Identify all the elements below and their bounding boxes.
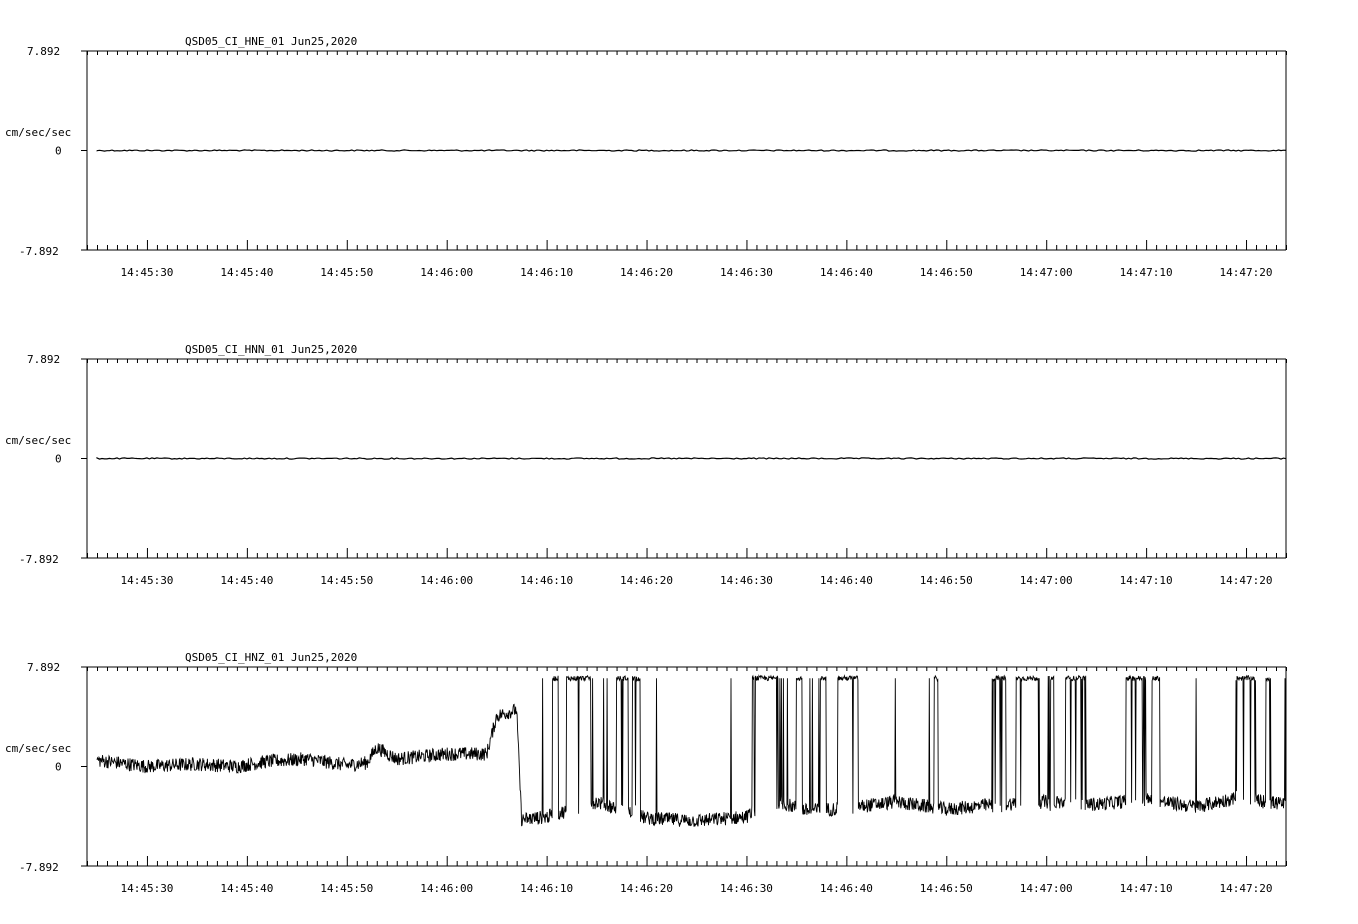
x-tick-label: 14:46:40 bbox=[819, 266, 873, 279]
x-tick-label: 14:45:40 bbox=[220, 882, 274, 895]
x-tick-label: 14:46:00 bbox=[420, 882, 474, 895]
y-tick-label: 0 bbox=[55, 144, 62, 158]
x-tick-label: 14:46:20 bbox=[620, 266, 674, 279]
x-tick-label: 14:45:30 bbox=[120, 882, 174, 895]
x-tick-label: 14:46:20 bbox=[620, 574, 674, 587]
x-tick-label: 14:47:10 bbox=[1119, 574, 1173, 587]
trace-line bbox=[97, 676, 1286, 827]
x-tick-label: 14:45:30 bbox=[120, 574, 174, 587]
trace-line bbox=[97, 458, 1286, 459]
x-tick-label: 14:46:10 bbox=[520, 882, 574, 895]
x-tick-label: 14:45:50 bbox=[320, 882, 374, 895]
y-tick-label: 0 bbox=[55, 452, 62, 466]
panel-2 bbox=[5, 343, 1287, 587]
x-tick-label: 14:46:50 bbox=[919, 574, 973, 587]
x-tick-label: 14:46:20 bbox=[620, 882, 674, 895]
chart-title: QSD05_CI_HNZ_01 Jun25,2020 bbox=[185, 651, 358, 664]
x-tick-label: 14:47:00 bbox=[1019, 882, 1073, 895]
y-tick-label: 7.892 bbox=[27, 661, 61, 674]
panel-3 bbox=[5, 651, 1287, 895]
x-tick-label: 14:46:00 bbox=[420, 574, 474, 587]
x-tick-label: 14:46:50 bbox=[919, 266, 973, 279]
x-tick-label: 14:45:50 bbox=[320, 266, 374, 279]
x-tick-label: 14:46:30 bbox=[719, 266, 773, 279]
x-tick-label: 14:46:30 bbox=[719, 574, 773, 587]
y-axis-label: cm/sec/sec bbox=[5, 126, 72, 139]
trace-line bbox=[97, 150, 1286, 151]
x-tick-label: 14:46:40 bbox=[819, 574, 873, 587]
y-axis-label: cm/sec/sec bbox=[5, 742, 72, 755]
x-tick-label: 14:46:30 bbox=[719, 882, 773, 895]
y-tick-label: 7.892 bbox=[27, 45, 61, 58]
chart-title: QSD05_CI_HNE_01 Jun25,2020 bbox=[185, 35, 358, 48]
y-axis-label: cm/sec/sec bbox=[5, 434, 72, 447]
x-tick-label: 14:45:40 bbox=[220, 574, 274, 587]
x-tick-label: 14:45:30 bbox=[120, 266, 174, 279]
y-tick-label: -7.892 bbox=[19, 245, 59, 258]
x-tick-label: 14:46:40 bbox=[819, 882, 873, 895]
x-tick-label: 14:45:40 bbox=[220, 266, 274, 279]
x-tick-label: 14:47:00 bbox=[1019, 266, 1073, 279]
x-tick-label: 14:47:10 bbox=[1119, 266, 1173, 279]
x-tick-label: 14:47:20 bbox=[1219, 574, 1273, 587]
y-tick-label: -7.892 bbox=[19, 861, 59, 874]
x-tick-label: 14:46:10 bbox=[520, 266, 574, 279]
panel-1 bbox=[5, 35, 1287, 279]
x-tick-label: 14:47:10 bbox=[1119, 882, 1173, 895]
x-tick-label: 14:46:50 bbox=[919, 882, 973, 895]
chart-title: QSD05_CI_HNN_01 Jun25,2020 bbox=[185, 343, 358, 356]
x-tick-label: 14:45:50 bbox=[320, 574, 374, 587]
y-tick-label: 7.892 bbox=[27, 353, 61, 366]
y-tick-label: -7.892 bbox=[19, 553, 59, 566]
x-tick-label: 14:47:00 bbox=[1019, 574, 1073, 587]
y-tick-label: 0 bbox=[55, 760, 62, 774]
x-tick-label: 14:47:20 bbox=[1219, 882, 1273, 895]
x-tick-label: 14:46:00 bbox=[420, 266, 474, 279]
x-tick-label: 14:47:20 bbox=[1219, 266, 1273, 279]
x-tick-label: 14:46:10 bbox=[520, 574, 574, 587]
